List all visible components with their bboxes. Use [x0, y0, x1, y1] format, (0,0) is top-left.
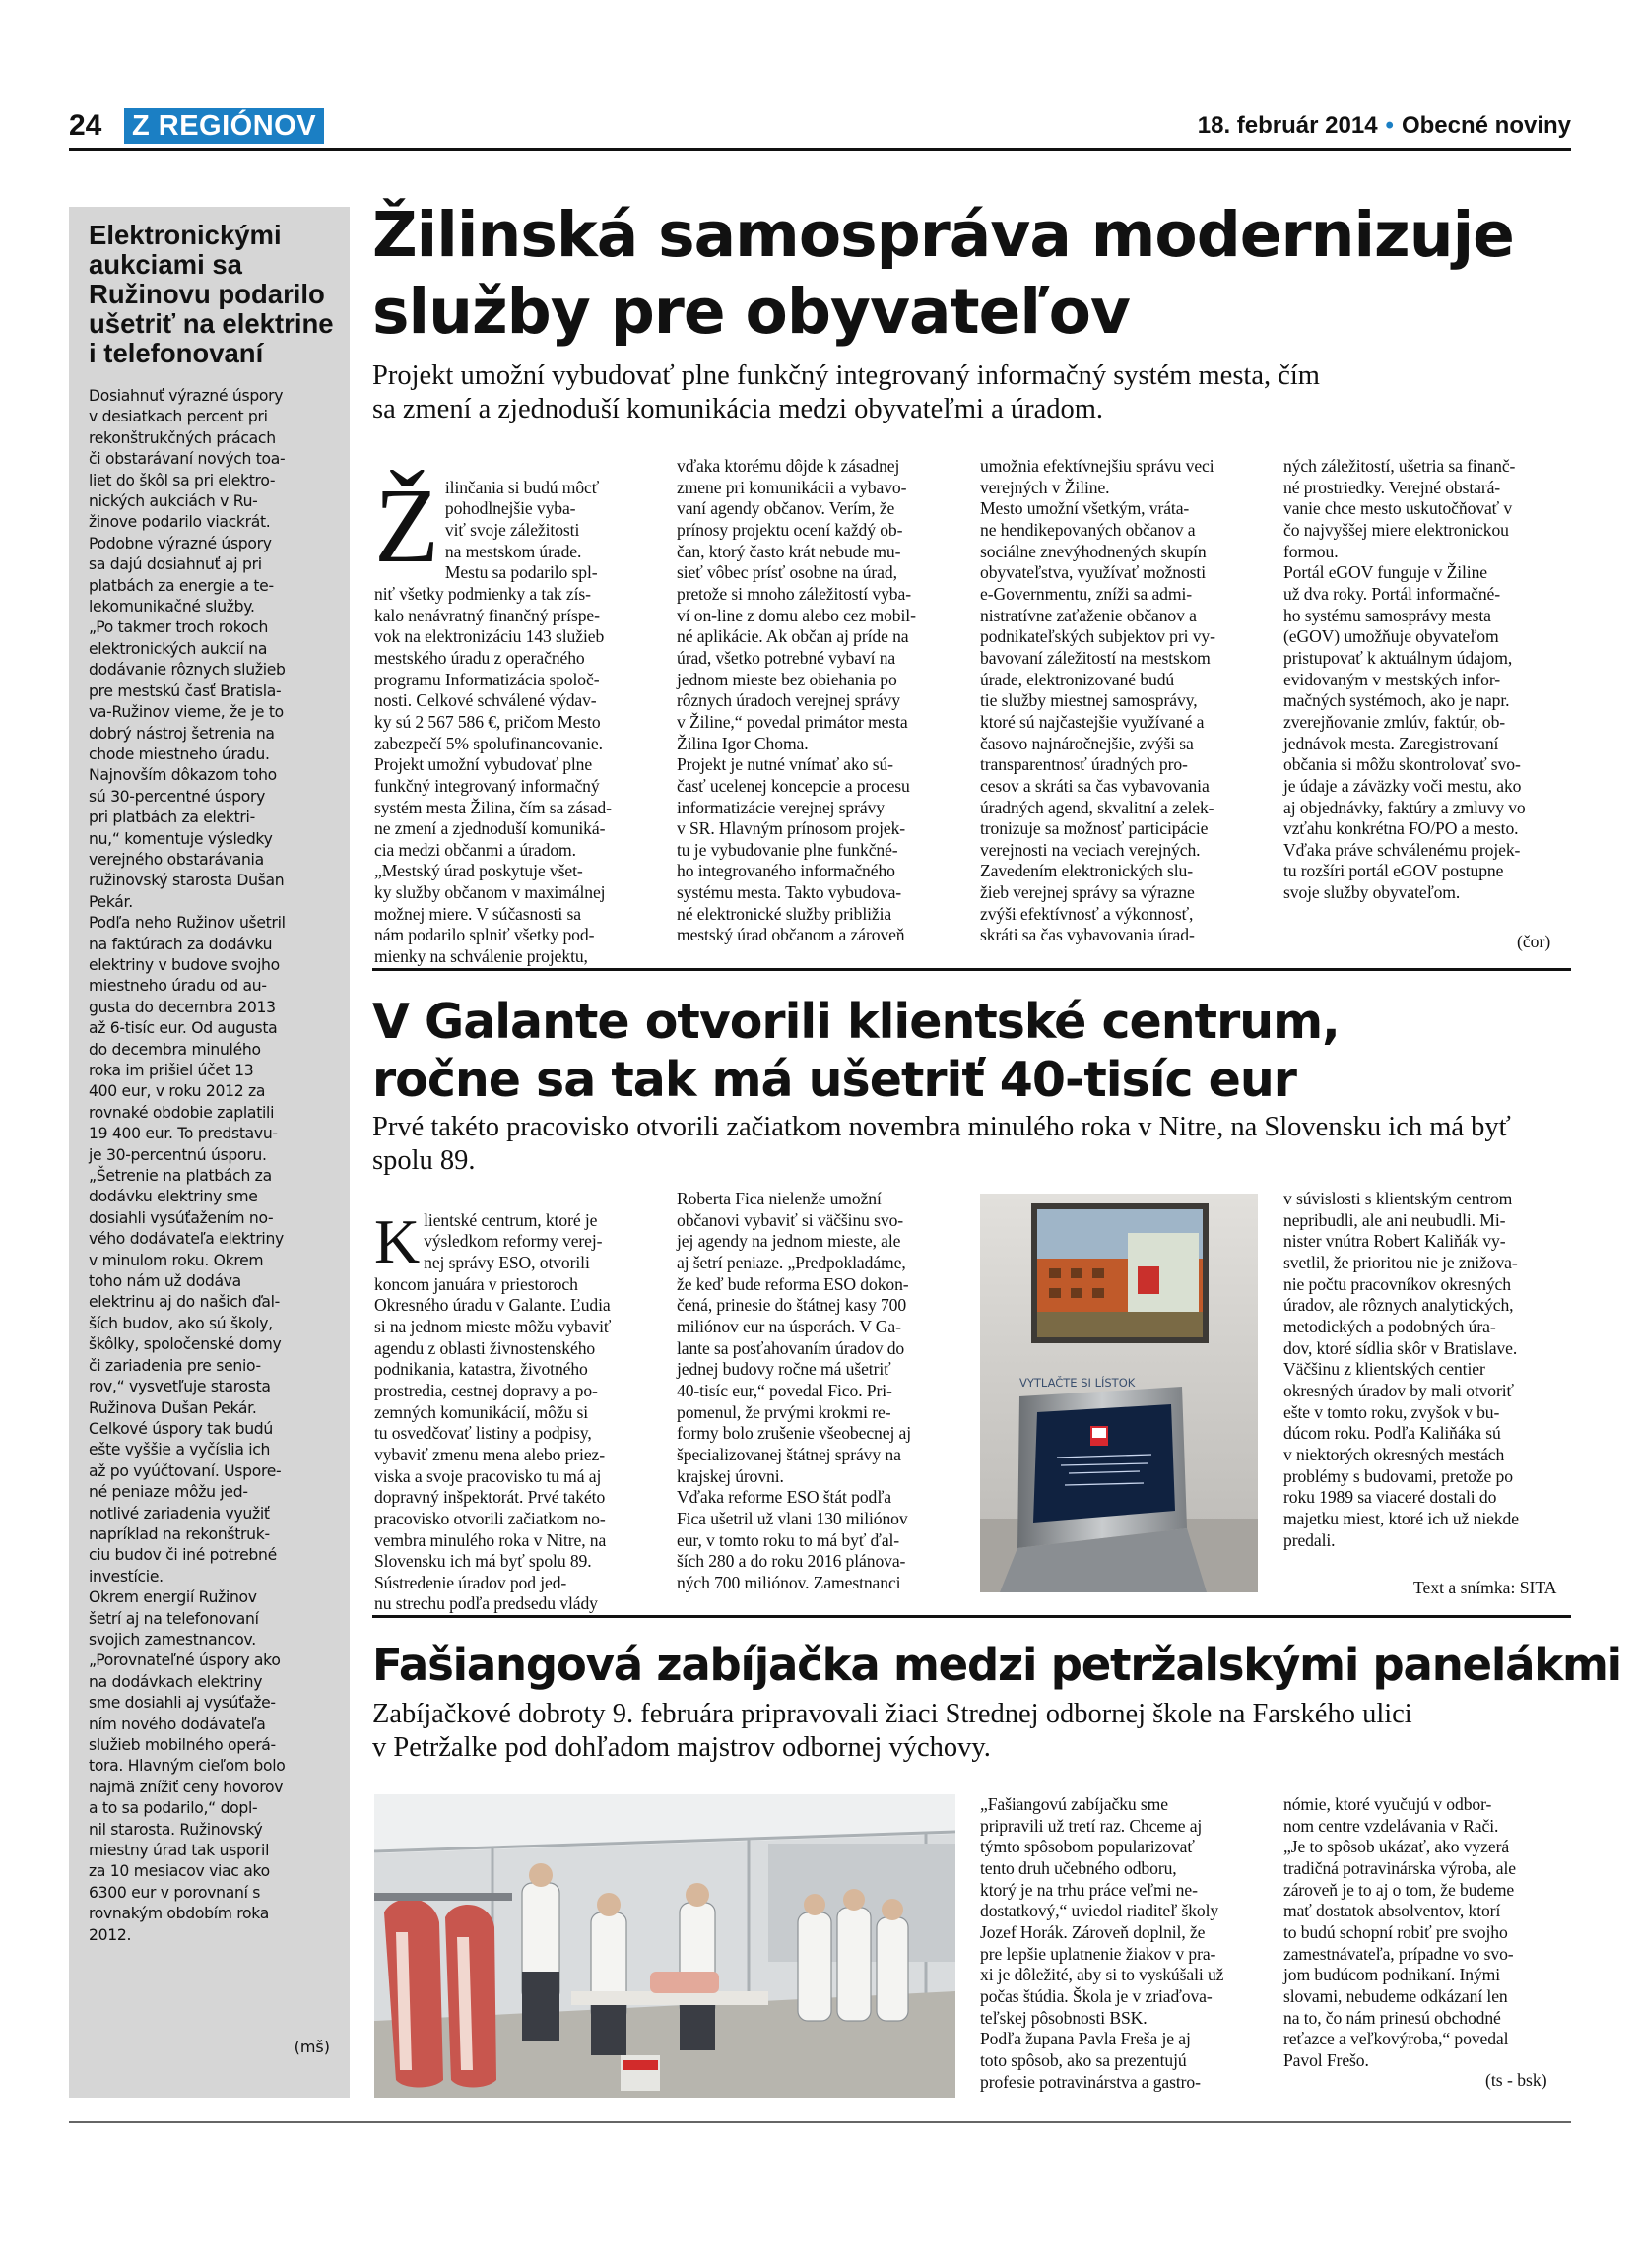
article3-col2: nómie, ktoré vyučujú v odbor- nom centre vzdelávania v Rači. „Je to spôsob ukázať, ako vyzerá tradičná potravinárska výroba, ale zároveň je to aj o tom, že budeme mať dostatok absolventov, ktorí to budú schopní robiť pre svojho zamestnávateľa, prípadne vo svo- jom budúcom podnikaní. Inými slovami, nebudeme odkázaní len na to, čo nám prinesú obchodné reťazce a veľkovýroba,“ povedal Pavol Frešo. [1283, 1794, 1516, 2070]
sidebar-signature: (mš) [294, 2038, 330, 2056]
article3-headline: Fašiangová zabíjačka medzi petržalskými panelákmi [372, 1639, 1621, 1691]
header-rule [69, 148, 1571, 151]
article3-lead-line2: v Petržalke pod dohľadom majstrov odbornej výchovy. [372, 1732, 991, 1763]
article2-headline [372, 993, 1340, 1109]
article2-rule [372, 1615, 1571, 1618]
article1-col1 [374, 456, 653, 968]
separator-dot: • [1385, 112, 1394, 139]
article3-col1: „Fašiangovú zabíjačku sme pripravili už tretí raz. Chceme aj týmto spôsobom popularizovať tento druh učebného odboru, ktorý je na trhu práce veľmi ne- dostatkový,“ uviedol riaditeľ školy Jozef Horák. Zároveň doplnil, že pre lepšie uplatnenie žiakov v pra- xi je dôležité, aby si to vyskúšali už počas štúdia. Škola je v zriaďova- teľskej pôsobnosti BSK. Podľa župana Pavla Freša je aj toto spôsob, ako sa prezentujú profesie potravinárstva a gastro- [980, 1794, 1224, 2092]
article3-lead-line1: Zabíjačkové dobroty 9. februára pripravovali žiaci Strednej odbornej škole na Farského ulici [372, 1699, 1412, 1729]
article1-headline-line1: Žilinská samospráva modernizuje [372, 199, 1514, 271]
article2-dropcap: K [374, 1205, 421, 1276]
article1-lead [372, 359, 1574, 426]
client-center-photo-svg [980, 1194, 1258, 1592]
article2-headline-line1: V Galante otvorili klientské centrum, [372, 994, 1340, 1050]
article1-rule [372, 968, 1571, 971]
sidebar-body: Dosiahnuť výrazné úspory v desiatkach percent pri rekonštrukčných prácach či obstarávaní nových toa- liet do škôl sa pri elektro- nických aukciách v Ru- žinove podarilo viackrát. Podobne výrazné úspory sa dajú dosiahnuť aj pri platbách za energie a te- lekomunikačné služby. „Po takmer troch rokoch elektronických aukcií na dodávanie rôznych služieb pre mestskú časť Bratisla- va-Ružinov vieme, že je to dobrý nástroj šetrenia na chode miestneho úradu. Najnovším dôkazom toho sú 30-percentné úspory pri platbách za elektri- nu,“ komentuje výsledky verejného obstarávania ružinovský starosta Dušan Pekár. Podľa neho Ružinov ušetril na faktúrach za dodávku elektriny v budove svojho miestneho úradu od au- gusta do decembra 2013 až 6-tisíc eur. Od augusta do decembra minulého roka im prišiel účet 13 400 eur, v roku 2012 za rovnaké obdobie zaplatili 19 400 eur. To predstavu- je 30-percentnú úsporu. „Šetrenie na platbách za dodávku elektriny sme dosiahli vysúťažením no- vého dodávateľa elektriny v minulom roku. Okrem toho nám už dodáva elektrinu aj do našich ďal- ších budov, ako sú školy, škôlky, spoločenské domy či zariadenia pre senio- rov,“ vysvetľuje starosta Ružinova Dušan Pekár. Celkové úspory tak budú ešte vyššie a vyčíslia ich až po vyúčtovaní. Uspore- né peniaze môžu jed- notlivé zariadenia využiť napríklad na rekonštruk- ciu budov či iné potrebné investície. Okrem energií Ružinov šetrí aj na telefonovaní svojich zamestnancov. „Porovnateľné úspory ako na dodávkach elektriny sme dosiahli aj vysúťaže- ním nového dodávateľa služieb mobilného operá- tora. Hlavným cieľom bolo najmä znížiť ceny hovorov a to sa podarilo,“ dopl- nil starosta. Ružinovský miestny úrad tak usporil za 10 mesiacov viac ako 6300 eur v porovnaní s rovnakým obdobím roka 2012. [89, 387, 286, 1944]
section-label: Z REGIÓNOV [124, 108, 324, 144]
issue-info [1198, 106, 1571, 146]
article2-lead-line1: Prvé takéto pracovisko otvorili začiatkom novembra minulého roka v Nitre, na Slovensku ich má byť [372, 1112, 1511, 1142]
article2-col3: v súvislosti s klientským centrom nepribudli, ale ani neubudli. Mi- nister vnútra Robert Kaliňák vy- svetlil, že prioritou nie je znižova- nie počtu pracovníkov okresných úradov, ale rôznych analytických, metodických a podobných úra- dov, ktoré sídlia skôr v Bratislave. Väčšinu z klientských centier okresných úradov by mali otvoriť ešte v tomto roku, zvyšok v bu- dúcom roku. Podľa Kaliňáka sú v niektorých okresných mestách problémy s budovami, pretože po roku 1989 sa viaceré dostali do majetku miest, ktoré ich už niekde predali. [1283, 1189, 1519, 1550]
article2-col2: Roberta Fica nielenže umožní občanovi vybaviť si väčšinu svo- jej agendy na jednom mieste, ale aj šetrí peniaze. „Predpokladáme, že keď bude reforma ESO dokon- čená, prinesie do štátnej kasy 700 miliónov eur na úsporách. V Ga- lante sa posťahovaním úradov do jednej budovy ročne má ušetriť 40-tisíc eur,“ povedal Fico. Pri- pomenul, že prvými krokmi re- formy bolo zrušenie všeobecnej aj špecializovanej štátnej správy na krajskej úrovni. Vďaka reforme ESO štát podľa Fica ušetril už vlani 130 miliónov eur, v tomto roku to má byť ďal- ších 280 a do roku 2016 plánova- ných 700 miliónov. Zamestnanci [677, 1189, 912, 1592]
article1-col2: vďaka ktorému dôjde k zásadnej zmene pri komunikácii a vybavo- vaní agendy občanov. Verím, že prínosy projektu ocení každý ob- čan, ktorý často krát nebude mu- sieť vôbec prísť osobne na úrad, pretože si mnoho záležitostí vyba- ví on-line z domu alebo cez mobil- né aplikácie. Ak občan aj príde na úrad, všetko potrebné vybaví na jednom mieste bez obiehania po rôznych úradoch verejnej správy v Žiline,“ povedal primátor mesta Žilina Igor Choma. Projekt je nutné vnímať ako sú- časť ucelenej koncepcie a procesu informatizácie verejnej správy v SR. Hlavným prínosom projek- tu je vybudovanie plne funkčné- ho integrovaného informačného systému mesta. Takto vybudova- né elektronické služby približia mestský úrad občanom a zároveň [677, 456, 916, 945]
article1-headline-line2: služby pre obyvateľov [372, 276, 1130, 348]
kiosk-sign-text: VYTLAČTE SI LÍSTOK [1019, 1376, 1136, 1390]
article1-col4: ných záležitostí, ušetria sa finanč- né prostriedky. Verejné obstará- vanie chce mesto uskutočňovať v čo najvyššej miere elektronickou formou. Portál eGOV funguje v Žiline už dva roky. Portál informačné- ho systému samosprávy mesta (eGOV) umožňuje obyvateľom pristupovať k aktuálnym údajom, evidovaným v mestských infor- mačných systémoch, ako je napr. zverejňovanie zmlúv, faktúr, ob- jednávok mesta. Zaregistrovaní občania si môžu skontrolovať svo- je údaje a záväzky voči mestu, ako aj objednávky, faktúry a zmluvy vo vzťahu konkrétna FO/PO a mesto. Vďaka práve schválenému projek- tu rozšíri portál eGOV postupne svoje služby obyvateľom. [1283, 456, 1526, 903]
article3-lead [372, 1698, 1574, 1765]
sidebar-article [69, 207, 350, 2098]
article2-lead-line2: spolu 89. [372, 1145, 476, 1176]
article2-lead [372, 1111, 1574, 1178]
client-center-photo [980, 1194, 1258, 1592]
article1-dropcap: Ž [374, 467, 439, 585]
article1-signature: (čor) [1517, 932, 1551, 951]
issue-date: 18. február 2014 [1197, 112, 1378, 139]
zabijacka-photo [374, 1794, 955, 2098]
article1-col1-text: ilinčania si budú môcť pohodlnejšie vyba- viť svoje záležitosti na mestskom úrade. Mestu sa podarilo spl- niť všetky podmienky a tak zís- kalo nenávratný finančný príspe- vok na elektronizáciu 143 služieb mestského úradu z operačného programu Informatizácia spoloč- nosti. Celkové schválené výdav- ky sú 2 567 586 €, pričom Mesto zabezpečí 5% spolufinancovanie. Projekt umožní vybudovať plne funkčný integrovaný informačný systém mesta Žilina, čím sa zásad- ne zmení a zjednoduší komuniká- cia medzi občanmi a úradom. „Mestský úrad poskytuje všet- ky služby občanom v maximálnej možnej miere. V súčasnosti sa nám podarilo splniť všetky pod- mienky na schválenie projektu, [374, 477, 612, 967]
page-number: 24 [69, 109, 102, 142]
footer-rule [69, 2121, 1571, 2123]
sidebar-title: Elektronickými aukciami sa Ružinovu podarilo ušetriť na elektrine i telefonovaní [89, 220, 334, 368]
article2-col1 [374, 1189, 653, 1615]
publication-name: Obecné noviny [1401, 112, 1571, 139]
article1-lead-line2: sa zmení a zjednoduší komunikácia medzi obyvateľmi a úradom. [372, 394, 1104, 424]
article1-headline [372, 197, 1514, 351]
article3-signature: (ts - bsk) [1485, 2070, 1547, 2090]
article1-lead-line1: Projekt umožní vybudovať plne funkčný integrovaný informačný systém mesta, čím [372, 360, 1320, 391]
article1-col3: umožnia efektívnejšiu správu veci verejných v Žiline. Mesto umožní všetkým, vráta- ne hendikepovaných občanov a sociálne znevýhodnených skupín obyvateľstva, využívať možnosti e-Governmentu, zníži sa admi- nistratívne zaťaženie občanov a podnikateľských subjektov pri vy- bavovaní záležitostí na mestskom úrade, elektronizované budú tie služby miestnej samosprávy, ktoré sú najčastejšie využívané a časovo najnáročnejšie, zvýši sa transparentnosť úradných pro- cesov a skráti sa čas vybavovania úradných agend, skvalitní a zelek- tronizuje sa možnosť participácie verejnosti na veciach verejných. Zavedením elektronických slu- žieb verejnej správy sa výrazne zvýši efektívnosť a výkonnosť, skráti sa čas vybavovania úrad- [980, 456, 1215, 945]
page-header [69, 106, 1571, 146]
zabijacka-photo-svg [374, 1794, 955, 2098]
article2-headline-line2: ročne sa tak má ušetriť 40-tisíc eur [372, 1052, 1296, 1108]
article2-credit: Text a snímka: SITA [1413, 1578, 1557, 1597]
article2-col1-text: lientské centrum, ktoré je výsledkom reformy verej- nej správy ESO, otvorili koncom januára v priestoroch Okresného úradu v Galante. Ľudia si na jednom mieste môžu vybaviť agendu z oblasti živnostenského podnikania, katastra, životného prostredia, cestnej dopravy a po- zemných komunikácií, môžu si tu osvedčovať listiny a podpisy, vybaviť zmenu mena alebo priez- viska a svoje pracovisko tu má aj dopravný inšpektorát. Prvé takéto pracovisko otvorili začiatkom no- vembra minulého roka v Nitre, na Slovensku ich má byť spolu 89. Sústredenie úradov pod jed- nu strechu podľa predsedu vlády [374, 1209, 612, 1614]
